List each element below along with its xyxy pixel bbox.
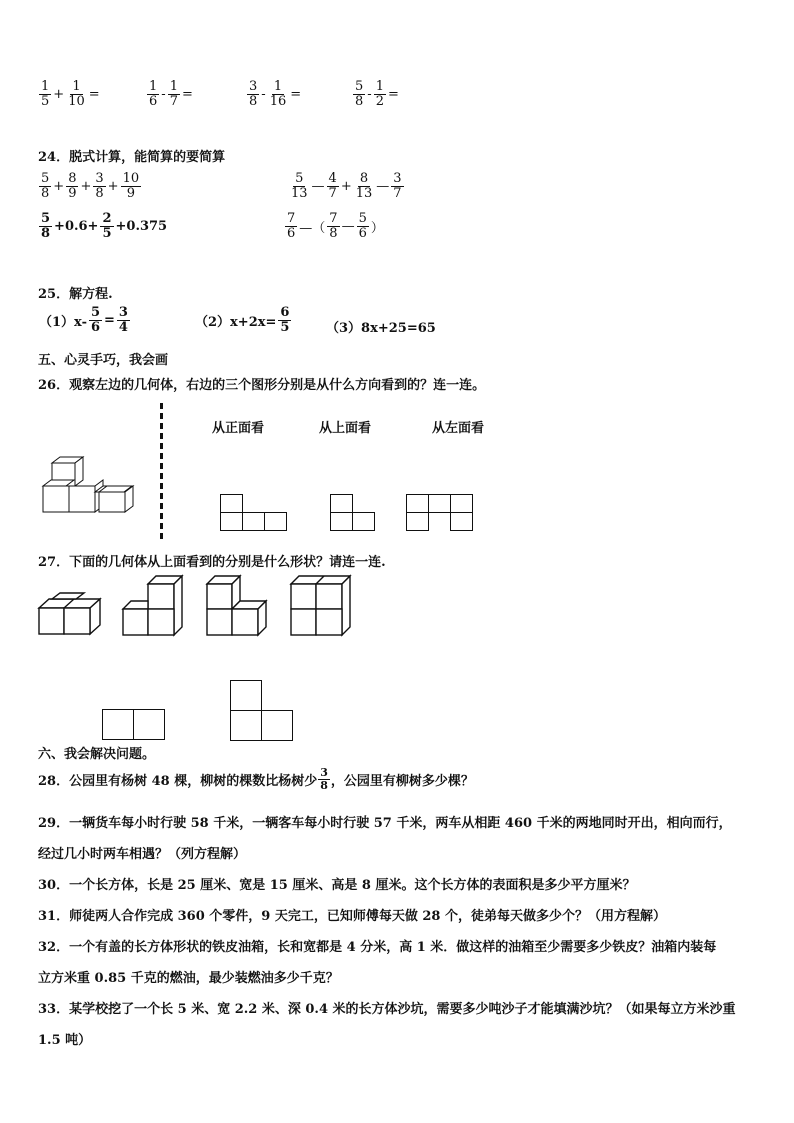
- q26-solid-figure: [40, 455, 144, 517]
- q24-expr-2: $\frac{5}{13}$ — $\frac{4}{7}$ + $\frac{8}{13}$ — $\frac{3}{7}$: [291, 171, 402, 201]
- q31: 31．师徒两人合作完成 360 个零件，9 天完工，已知师傅每天做 28 个，徒弟每天做多少个？（用方程解）: [38, 909, 666, 924]
- q24-title: 24．脱式计算，能简算的要简算: [38, 150, 226, 165]
- q24-expr-1: $\frac{5}{8}$ + $\frac{8}{9}$ + $\frac{3}{8}$ + $\frac{10}{9}$: [41, 171, 140, 201]
- q25-equation-1: （1）x- $\frac{5}{6}$ = $\frac{3}{4}$: [39, 305, 128, 335]
- label-front-view: 从正面看: [212, 421, 265, 436]
- q24-expr-3: $\frac{5}{8}$ +0.6+ $\frac{2}{5}$ +0.375: [41, 211, 168, 241]
- q29-line-2: 经过几小时两车相遇？（列方程解）: [38, 847, 247, 862]
- section-6-heading: 六、我会解决问题。: [38, 747, 156, 762]
- top-exercise-2: $\frac{1}{6}$ - $\frac{1}{7}$ =: [149, 79, 193, 109]
- q32-line-2: 立方米重 0.85 千克的燃油，最少装燃油多少千克？: [38, 971, 339, 986]
- q24-expr-4: $\frac{7}{6}$ —（ $\frac{7}{8}$ — $\frac{5}{6}$ ）: [287, 211, 384, 241]
- label-left-view: 从左面看: [432, 421, 485, 436]
- q30: 30．一个长方体，长是 25 厘米、宽是 15 厘米、高是 8 厘米。这个长方体的表面积是多少平方厘米？: [38, 878, 636, 893]
- q32-line-1: 32．一个有盖的长方体形状的铁皮油箱，长和宽都是 4 分米，高 1 米．做这样的油箱至少需要多少铁皮？油箱内装每: [38, 940, 717, 955]
- q28: 28．公园里有杨树 48 棵，柳树的棵数比杨树少 $\frac{3}{8}$ ，公园里有柳树多少棵？: [38, 766, 474, 792]
- q25-equation-2: （2）x+2x= $\frac{6}{5}$: [195, 305, 290, 335]
- q25-equation-3: （3）8x+25=65: [326, 321, 436, 336]
- q26-title: 26．观察左边的几何体，右边的三个图形分别是从什么方向看到的？连一连。: [38, 378, 486, 393]
- label-top-view: 从上面看: [319, 421, 372, 436]
- q29-line-1: 29．一辆货车每小时行驶 58 千米，一辆客车每小时行驶 57 千米，两车从相距 460 千米的两地同时开出，相向而行，: [38, 816, 732, 831]
- top-exercise-3: $\frac{3}{8}$ - $\frac{1}{16}$ =: [249, 79, 302, 109]
- q27-title: 27．下面的几何体从上面看到的分别是什么形状？请连一连.: [38, 555, 386, 570]
- q27-solid-3: [206, 575, 268, 637]
- q25-title: 25．解方程.: [38, 287, 113, 302]
- divider-dashed-line: [160, 403, 163, 543]
- section-5-heading: 五、心灵手巧，我会画: [38, 353, 169, 368]
- q27-solid-4: [290, 575, 352, 637]
- q27-solid-1: [38, 592, 102, 636]
- q27-solid-2: [122, 575, 184, 637]
- q33-line-2: 1.5 吨）: [38, 1033, 92, 1048]
- q33-line-1: 33．某学校挖了一个长 5 米、宽 2.2 米、深 0.4 米的长方体沙坑，需要多少吨沙子才能填满沙坑？（如果每立方米沙重: [38, 1002, 736, 1017]
- top-exercise-4: $\frac{5}{8}$ - $\frac{1}{2}$ =: [355, 79, 399, 109]
- top-exercise-1: $\frac{1}{5}$ + $\frac{1}{10}$ =: [41, 79, 100, 109]
